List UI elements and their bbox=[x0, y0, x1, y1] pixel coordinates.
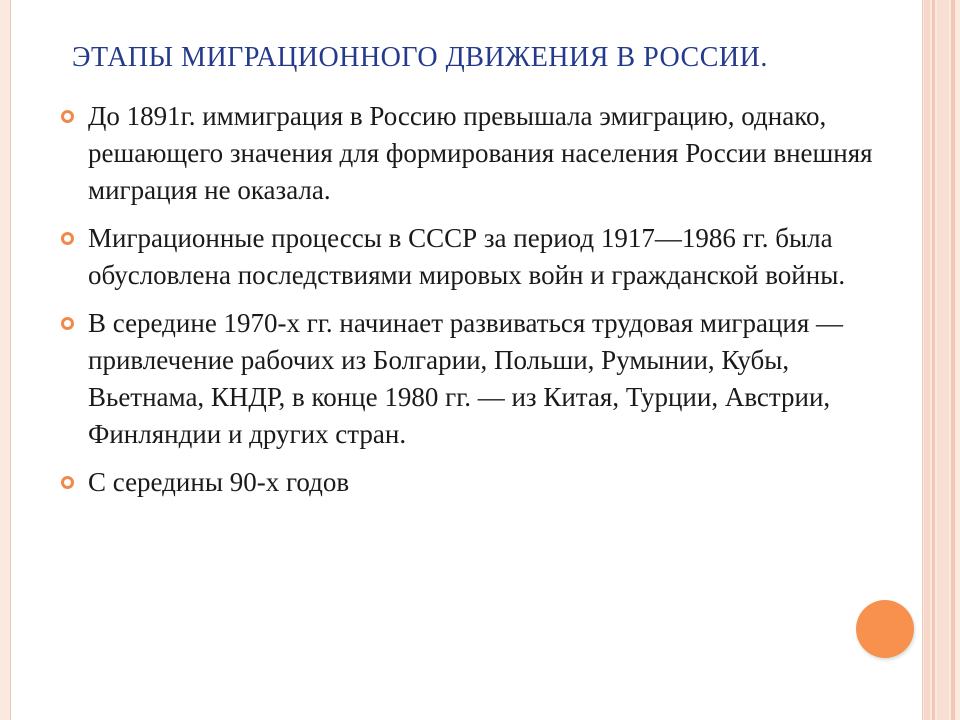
bullet-text: До 1891г. иммиграция в Россию превышала эмиграцию, однако, решающего значения для формирования населения России внешняя миграция не оказала. bbox=[88, 101, 873, 205]
bullet-list bbox=[60, 98, 900, 512]
bullet-item bbox=[60, 464, 900, 501]
bullet-item bbox=[60, 305, 900, 453]
orange-circle-icon bbox=[856, 600, 914, 658]
bullet-item bbox=[60, 220, 900, 294]
bullet-text: С середины 90-х годов bbox=[88, 467, 350, 497]
side-stripe bbox=[932, 0, 935, 720]
bullet-text: В середине 1970-х гг. начинает развиваться трудовая миграция — привлечение рабочих из Болгарии, Польши, Румынии, Кубы, Вьетнама, КНДР, в конце 1980 гг. — из Китая, Турции, Австрии, Финляндии и других стран. bbox=[88, 308, 844, 449]
side-stripe bbox=[924, 0, 930, 720]
ring-bullet-icon bbox=[60, 475, 75, 490]
bullet-text: Миграционные процессы в СССР за период 1917—1986 гг. была обусловлена последствиями мировых войн и гражданской войны. bbox=[88, 223, 846, 290]
ring-bullet-icon bbox=[60, 316, 75, 331]
ring-bullet-icon bbox=[60, 109, 75, 124]
bullet-item bbox=[60, 98, 900, 209]
ring-bullet-icon bbox=[60, 231, 75, 246]
side-stripe bbox=[937, 0, 949, 720]
slide-title: ЭТАПЫ МИГРАЦИОННОГО ДВИЖЕНИЯ В РОССИИ. bbox=[72, 42, 768, 73]
side-stripe bbox=[951, 0, 955, 720]
